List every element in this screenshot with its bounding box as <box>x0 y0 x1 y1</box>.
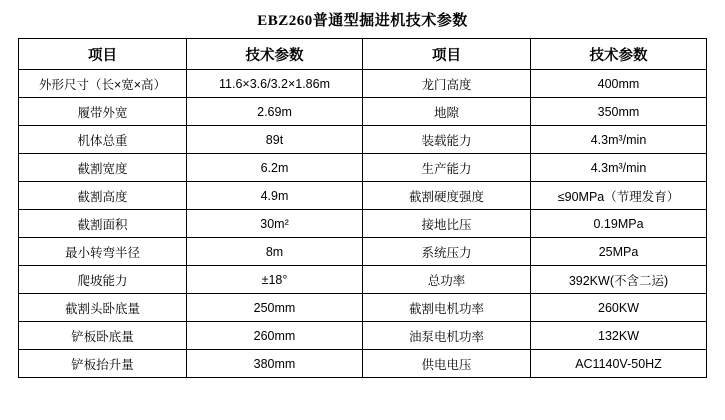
table-row <box>19 238 707 266</box>
column-header-item-left: 项目 <box>19 39 187 70</box>
row-label-right: 系统压力 <box>363 238 531 266</box>
row-label-left: 截割面积 <box>19 210 187 238</box>
row-value-left: 89t <box>187 126 363 154</box>
row-label-left: 截割高度 <box>19 182 187 210</box>
page-title: EBZ260普通型掘进机技术参数 <box>257 13 468 29</box>
row-label-right: 供电电压 <box>363 350 531 378</box>
row-label-right: 油泵电机功率 <box>363 322 531 350</box>
row-label-left: 截割头卧底量 <box>19 294 187 322</box>
row-label-left: 机体总重 <box>19 126 187 154</box>
row-label-right: 接地比压 <box>363 210 531 238</box>
column-header-value-left: 技术参数 <box>187 39 363 70</box>
row-value-right: 0.19MPa <box>531 210 707 238</box>
row-value-left: 8m <box>187 238 363 266</box>
row-label-left: 外形尺寸（长×宽×高） <box>19 70 187 98</box>
table-row <box>19 266 707 294</box>
column-header-value-right: 技术参数 <box>531 39 707 70</box>
table-row <box>19 154 707 182</box>
table-row <box>19 350 707 378</box>
row-label-right: 截割电机功率 <box>363 294 531 322</box>
row-value-right: 260KW <box>531 294 707 322</box>
row-label-right: 装载能力 <box>363 126 531 154</box>
spec-table <box>18 38 707 378</box>
row-label-right: 截割硬度强度 <box>363 182 531 210</box>
row-label-left: 爬坡能力 <box>19 266 187 294</box>
table-row <box>19 182 707 210</box>
row-value-right: 400mm <box>531 70 707 98</box>
row-value-left: ±18° <box>187 266 363 294</box>
row-value-right: 4.3m³/min <box>531 126 707 154</box>
row-label-right: 龙门高度 <box>363 70 531 98</box>
column-header-item-right: 项目 <box>363 39 531 70</box>
row-label-right: 生产能力 <box>363 154 531 182</box>
row-value-left: 11.6×3.6/3.2×1.86m <box>187 70 363 98</box>
row-label-right: 地隙 <box>363 98 531 126</box>
row-value-right: 350mm <box>531 98 707 126</box>
table-row <box>19 294 707 322</box>
row-value-right: 392KW(不含二运) <box>531 266 707 294</box>
row-label-left: 铲板卧底量 <box>19 322 187 350</box>
row-value-left: 30m² <box>187 210 363 238</box>
table-row <box>19 322 707 350</box>
row-value-left: 4.9m <box>187 182 363 210</box>
row-value-right: 132KW <box>531 322 707 350</box>
row-value-left: 260mm <box>187 322 363 350</box>
row-label-left: 截割宽度 <box>19 154 187 182</box>
table-row <box>19 126 707 154</box>
row-value-right: 4.3m³/min <box>531 154 707 182</box>
row-value-right: ≤90MPa（节理发育） <box>531 182 707 210</box>
row-label-left: 履带外宽 <box>19 98 187 126</box>
row-label-left: 铲板抬升量 <box>19 350 187 378</box>
row-label-left: 最小转弯半径 <box>19 238 187 266</box>
row-value-right: 25MPa <box>531 238 707 266</box>
row-value-left: 6.2m <box>187 154 363 182</box>
row-value-left: 2.69m <box>187 98 363 126</box>
table-row <box>19 98 707 126</box>
table-header-row <box>19 39 707 70</box>
row-value-left: 250mm <box>187 294 363 322</box>
row-label-right: 总功率 <box>363 266 531 294</box>
table-row <box>19 70 707 98</box>
row-value-right: AC1140V-50HZ <box>531 350 707 378</box>
table-row <box>19 210 707 238</box>
row-value-left: 380mm <box>187 350 363 378</box>
